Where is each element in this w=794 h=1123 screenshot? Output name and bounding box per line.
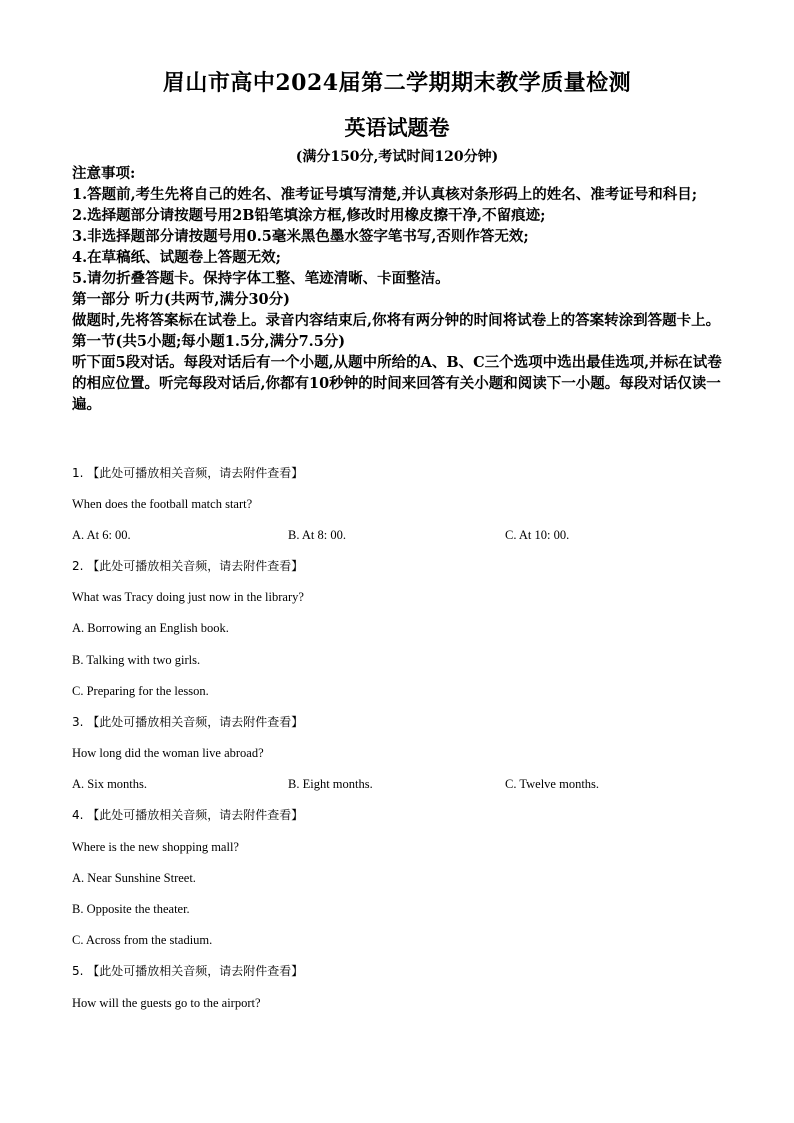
part-one-instructions: 做题时,先将答案标在试卷上。录音内容结束后,你将有两分钟的时间将试卷上的答案转涂到答题卡上。	[72, 312, 721, 329]
question-stem-1: When does the football match start?	[72, 497, 253, 511]
q3-option-a[interactable]: A. Six months.	[72, 777, 148, 791]
q4-option-c[interactable]: C. Across from the stadium.	[72, 933, 213, 947]
audio-placeholder-4[interactable]: 4. 【此处可播放相关音频，请去附件查看】	[72, 808, 304, 822]
audio-placeholder-5[interactable]: 5. 【此处可播放相关音频，请去附件查看】	[72, 964, 304, 978]
notice-item-1: 1.答题前,考生先将自己的姓名、准考证号填写清楚,并认真核对条形码上的姓名、准考证号和科目;	[72, 186, 698, 203]
notice-item-4: 4.在草稿纸、试题卷上答题无效;	[72, 249, 281, 266]
audio-placeholder-3[interactable]: 3. 【此处可播放相关音频，请去附件查看】	[72, 715, 304, 729]
q1-option-a[interactable]: A. At 6: 00.	[72, 528, 131, 542]
q1-option-b[interactable]: B. At 8: 00.	[288, 528, 346, 542]
question-stem-2: What was Tracy doing just now in the library?	[72, 590, 304, 604]
question-stem-4: Where is the new shopping mall?	[72, 840, 239, 854]
notice-item-5: 5.请勿折叠答题卡。保持字体工整、笔迹清晰、卡面整洁。	[72, 270, 450, 287]
audio-placeholder-1[interactable]: 1. 【此处可播放相关音频，请去附件查看】	[72, 466, 304, 480]
subject-title: 英语试题卷	[344, 115, 450, 140]
q2-option-b[interactable]: B. Talking with two girls.	[72, 653, 201, 667]
part-one-heading: 第一部分 听力(共两节,满分30分)	[72, 291, 290, 308]
exam-title: 眉山市高中2024届第二学期期末教学质量检测	[162, 70, 632, 96]
q1-option-c[interactable]: C. At 10: 00.	[505, 528, 570, 542]
q2-option-a[interactable]: A. Borrowing an English book.	[72, 621, 229, 635]
exam-notice	[72, 163, 722, 415]
q4-option-a[interactable]: A. Near Sunshine Street.	[72, 871, 196, 885]
q3-option-b[interactable]: B. Eight months.	[288, 777, 373, 791]
notice-item-3: 3.非选择题部分请按题号用0.5毫米黑色墨水签字笔书写,否则作答无效;	[72, 228, 529, 245]
q4-option-b[interactable]: B. Opposite the theater.	[72, 902, 190, 916]
q3-option-c[interactable]: C. Twelve months.	[505, 777, 600, 791]
section-one-heading: 第一节(共5小题;每小题1.5分,满分7.5分)	[72, 333, 346, 350]
question-stem-5: How will the guests go to the airport?	[72, 996, 261, 1010]
question-stem-3: How long did the woman live abroad?	[72, 746, 264, 760]
audio-placeholder-2[interactable]: 2. 【此处可播放相关音频，请去附件查看】	[72, 559, 304, 573]
section-one-instructions: 听下面5段对话。每段对话后有一个小题,从题中所给的A、B、C三个选项中选出最佳选项,并标在试卷的相应位置。听完每段对话后,你都有10秒钟的时间来回答有关小题和阅读下一小题。每段对话仅读一遍。	[72, 354, 722, 413]
q2-option-c[interactable]: C. Preparing for the lesson.	[72, 684, 209, 698]
notice-item-2: 2.选择题部分请按题号用2B铅笔填涂方框,修改时用橡皮擦干净,不留痕迹;	[72, 207, 546, 224]
score-time-note: (满分150分,考试时间120分钟)	[295, 149, 499, 165]
notice-heading: 注意事项:	[72, 165, 136, 182]
